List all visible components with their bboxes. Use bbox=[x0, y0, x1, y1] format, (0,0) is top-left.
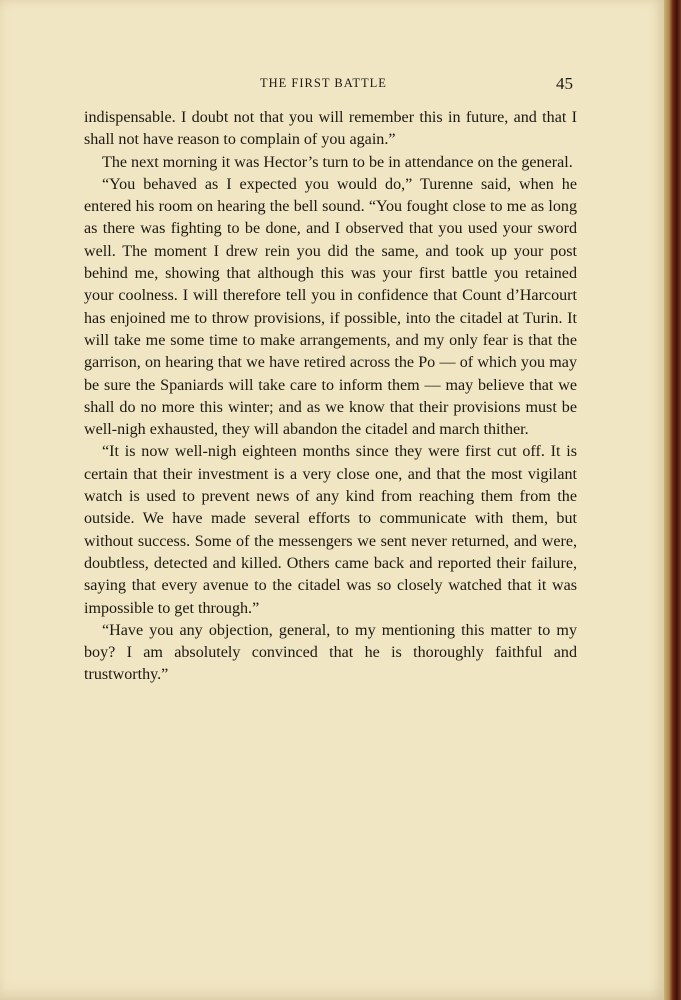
running-head: THE FIRST BATTLE bbox=[260, 76, 387, 90]
book-spine-edge bbox=[664, 0, 681, 1000]
paragraph-2: The next morning it was Hector’s turn to be in attendance on the general. bbox=[102, 153, 573, 171]
page-number: 45 bbox=[556, 74, 573, 93]
paragraph-5: “Have you any objection, general, to my mentioning this matter to my boy? I am absolutely convinced that he is thoroughly faithful and trustworthy.” bbox=[84, 621, 577, 684]
body-text bbox=[84, 107, 577, 687]
paragraph-4: “It is now well-nigh eighteen months since they were first cut off. It is certain that their investment is a very close one, and that the most vigilant watch is used to prevent news of any kind from reaching them from the outside. We have made several efforts to communicate with them, but without success. Some of the messengers we sent never returned, and were, doubtless, detected and killed. Others came back and reported their failure, saying that every avenue to the citadel was so closely watched that it was impossible to get through.” bbox=[84, 443, 577, 617]
paragraph-1: indispensable. I doubt not that you will remember this in future, and that I shall not have reason to complain of you again.” bbox=[84, 109, 577, 149]
paragraph-3: “You behaved as I expected you would do,” Turenne said, when he entered his room on hearing the bell sound. “You fought close to me as long as there was fighting to be done, and I observed that you used your sword well. The moment I drew rein you did the same, and took up your post behind me, showing that although this was your first battle you retained your coolness. I will therefore tell you in confidence that Count d’Harcourt has enjoined me to throw provisions, if possible, into the citadel at Turin. It will take me some time to make arrangements, and my only fear is that the garrison, on hearing that we have retired across the Po — of which you may be sure the Spaniards will take care to inform them — may believe that we shall do no more this winter; and as we know that their provisions must be well-nigh exhausted, they will abandon the citadel and march thither. bbox=[84, 175, 577, 439]
page-header bbox=[0, 74, 664, 98]
